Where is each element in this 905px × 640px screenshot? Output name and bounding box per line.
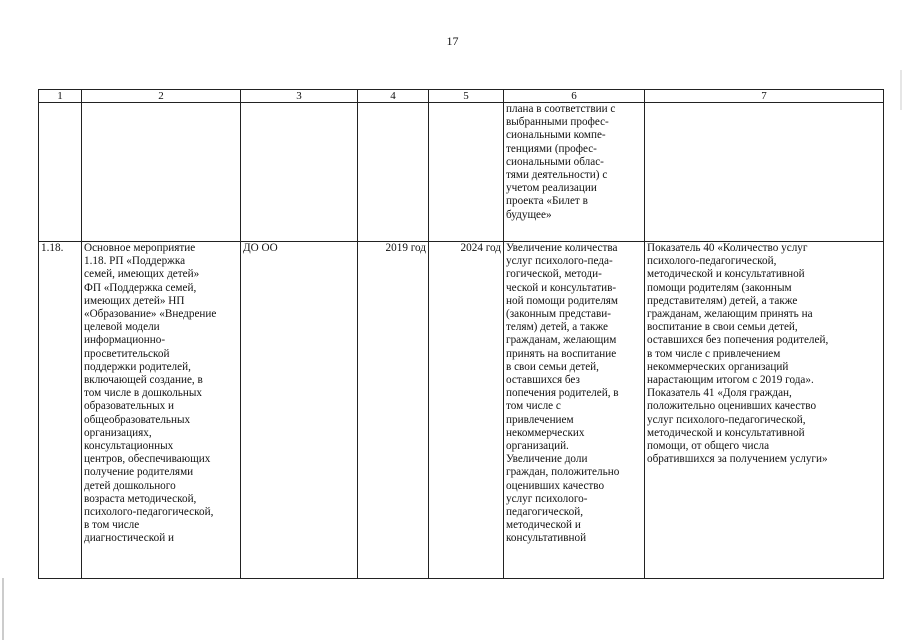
row1-number (39, 103, 82, 242)
header-col-2: 2 (82, 90, 241, 103)
row2-number: 1.18. (39, 242, 82, 579)
row2-executor: ДО ОО (241, 242, 358, 579)
row2-indicator: Показатель 40 «Количество услуг психолого-педагогической, методической и консультативной помощи родителям (законным представителям) детей, а также гражданам, желающим принять на воспитание в свои семьи детей, оставшихся без попечения родителей, в том числе с привлечением некоммерческих организаций нарастающим итогом с 2019 года». Показатель 41 «Доля граждан, положительно оценивших качество услуг психолого-педагогической, методической и консультативной помощи, от общего числа обратившихся за получением услуги» (645, 242, 884, 579)
row2-result: Увеличение количества услуг психолого-педа- гогической, методи- ческой и консультатив- ной помощи родителям (законным представи- телям) детей, а также гражданам, желающим принять на воспитание в свои семьи детей, оставшихся без попечения родителей, в том числе с привлечением некоммерческих организаций. Увеличение доли граждан, положительно оценивших качество услуг психолого- педагогической, методической и консультативной (504, 242, 645, 579)
header-col-4: 4 (358, 90, 429, 103)
header-col-5: 5 (429, 90, 504, 103)
row1-result: плана в соответствии с выбранными профес- сиональными компе- тенциями (профес- сиональными облас- тями деятельности) с учетом реализации проекта «Билет в будущее» (504, 103, 645, 242)
row1-indicator (645, 103, 884, 242)
page-number: 17 (446, 34, 459, 48)
header-col-7: 7 (645, 90, 884, 103)
header-col-1: 1 (39, 90, 82, 103)
table-row-1-18 (39, 242, 884, 579)
plan-table (38, 89, 884, 579)
header-col-6: 6 (504, 90, 645, 103)
row1-event (82, 103, 241, 242)
row2-end: 2024 год (429, 242, 504, 579)
header-col-3: 3 (241, 90, 358, 103)
table-header-row (39, 90, 884, 103)
row1-executor (241, 103, 358, 242)
row1-end (429, 103, 504, 242)
row2-start: 2019 год (358, 242, 429, 579)
row1-start (358, 103, 429, 242)
table-row-continuation (39, 103, 884, 242)
row2-event: Основное мероприятие 1.18. РП «Поддержка семей, имеющих детей» ФП «Поддержка семей, имеющих детей» НП «Образование» «Внедрение целевой модели информационно- просветительской поддержки родителей, включающей создание, в том числе в дошкольных образовательных и общеобразовательных организациях, консультационных центров, обеспечивающих получение родителями детей дошкольного возраста методической, психолого-педагогической, в том числе диагностической и (82, 242, 241, 579)
